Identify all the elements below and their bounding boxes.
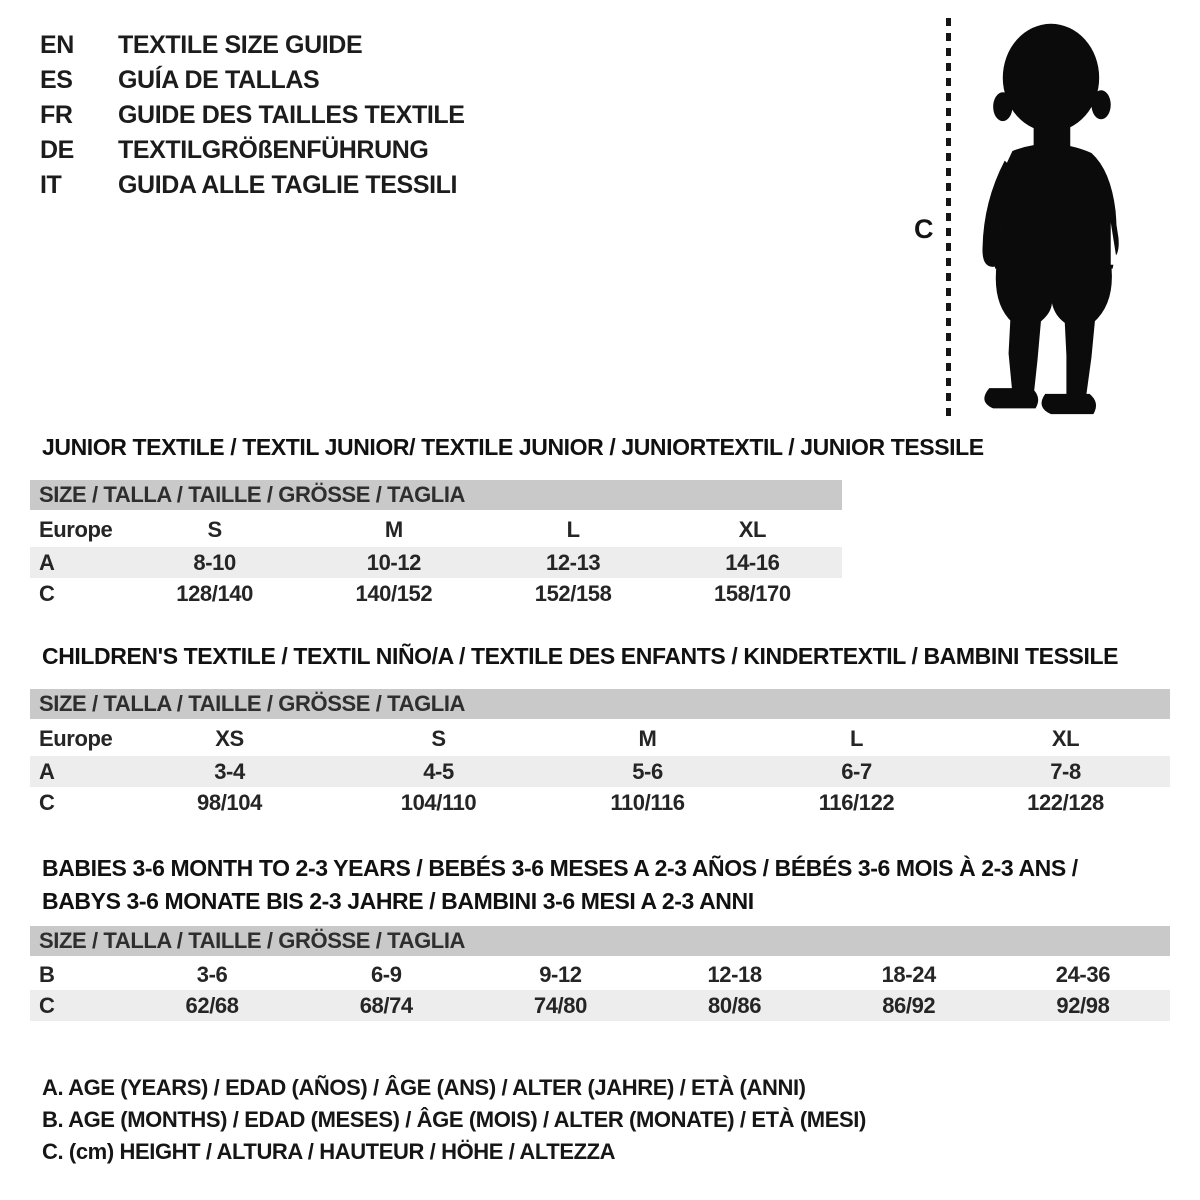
children-size-table	[30, 689, 1170, 818]
cell-value: 7-8	[1050, 758, 1081, 784]
lang-row-fr	[40, 98, 465, 133]
lang-code: DE	[40, 136, 74, 164]
children-section-title: CHILDREN'S TEXTILE / TEXTIL NIÑO/A / TEXTILE DES ENFANTS / KINDERTEXTIL / BAMBINI TESSILE	[42, 643, 1119, 669]
cell-value: 8-10	[193, 549, 236, 575]
cell-value: 128/140	[176, 580, 253, 606]
table-row	[30, 547, 842, 578]
size-header-bar: SIZE / TALLA / TAILLE / GRÖSSE / TAGLIA	[30, 480, 842, 510]
column-header: S	[207, 517, 222, 542]
cell-value: 14-16	[725, 549, 780, 575]
column-header: S	[431, 726, 446, 751]
row-label: C	[39, 789, 55, 815]
measurement-legend	[42, 1072, 866, 1168]
lang-label: TEXTILGRÖßENFÜHRUNG	[118, 136, 429, 164]
cell-value: 12-13	[545, 549, 601, 575]
cell-value: 10-12	[366, 549, 422, 575]
region-label: Europe	[39, 517, 113, 542]
cell-value: 92/98	[1056, 992, 1110, 1018]
column-header: L	[849, 726, 864, 751]
column-header: XS	[215, 726, 244, 751]
cell-value: 24-36	[1055, 961, 1111, 987]
height-measure-label: C	[914, 214, 934, 244]
cell-value: 18-24	[881, 961, 936, 987]
cell-value: 6-9	[370, 961, 402, 987]
babies-section-title-line2: BABYS 3-6 MONATE BIS 2-3 JAHRE / BAMBINI 3-6 MESI A 2-3 ANNI	[42, 888, 754, 914]
row-label: B	[39, 961, 55, 987]
row-label: A	[39, 758, 55, 784]
cell-value: 86/92	[882, 992, 936, 1018]
cell-value: 158/170	[714, 580, 791, 606]
legend-line-c: C. (cm) HEIGHT / ALTURA / HAUTEUR / HÖHE / ALTEZZA	[42, 1139, 616, 1164]
row-label: A	[39, 549, 55, 575]
ear-left-icon	[993, 92, 1012, 121]
column-header: L	[566, 517, 580, 542]
junior-section-title: JUNIOR TEXTILE / TEXTIL JUNIOR/ TEXTILE JUNIOR / JUNIORTEXTIL / JUNIOR TESSILE	[42, 434, 984, 460]
cell-value: 98/104	[197, 789, 262, 815]
legend-line-b: B. AGE (MONTHS) / EDAD (MESES) / ÂGE (MOIS) / ALTER (MONATE) / ETÀ (MESI)	[42, 1107, 866, 1132]
lang-code: ES	[40, 66, 73, 94]
lang-row-es	[40, 63, 465, 98]
cell-value: 3-4	[214, 758, 245, 784]
lang-code: FR	[40, 101, 73, 129]
lang-code: EN	[40, 31, 74, 59]
cell-value: 3-6	[196, 961, 228, 987]
cell-value: 12-18	[707, 961, 762, 987]
row-label: C	[39, 992, 55, 1018]
cell-value: 4-5	[423, 758, 454, 784]
column-header: M	[384, 517, 403, 542]
column-header: XL	[738, 517, 767, 542]
size-header-bar: SIZE / TALLA / TAILLE / GRÖSSE / TAGLIA	[30, 689, 1170, 719]
cell-value: 104/110	[400, 789, 477, 815]
lang-label: GUIDE DES TAILLES TEXTILE	[118, 101, 465, 129]
lang-row-de	[40, 133, 465, 168]
row-label: C	[39, 580, 55, 606]
cell-value: 110/116	[610, 789, 685, 815]
lang-row-en	[40, 28, 465, 63]
cell-value: 152/158	[534, 580, 612, 606]
table-row	[30, 578, 842, 609]
ear-right-icon	[1091, 90, 1110, 119]
cell-value: 62/68	[185, 992, 239, 1018]
cell-value: 9-12	[539, 961, 582, 987]
column-header: M	[638, 726, 657, 751]
lang-label: TEXTILE SIZE GUIDE	[118, 31, 363, 59]
babies-size-table	[30, 926, 1170, 1021]
cell-value: 122/128	[1027, 789, 1104, 815]
toddler-silhouette	[963, 18, 1138, 418]
table-header-row	[30, 722, 1170, 756]
cell-value: 140/152	[355, 580, 433, 606]
height-measure-dashed-line	[946, 18, 951, 416]
column-header: XL	[1051, 726, 1080, 751]
table-row	[30, 787, 1170, 818]
table-header-row	[30, 513, 842, 547]
table-row	[30, 990, 1170, 1021]
cell-value: 80/86	[708, 992, 762, 1018]
table-row	[30, 756, 1170, 787]
lang-row-it	[40, 168, 465, 203]
junior-size-table	[30, 480, 842, 609]
language-title-list	[40, 28, 465, 203]
cell-value: 5-6	[632, 758, 663, 784]
lang-label: GUÍA DE TALLAS	[118, 66, 320, 94]
legend-line-a: A. AGE (YEARS) / EDAD (AÑOS) / ÂGE (ANS) / ALTER (JAHRE) / ETÀ (ANNI)	[42, 1075, 806, 1100]
region-label: Europe	[39, 726, 113, 751]
cell-value: 6-7	[841, 758, 872, 784]
babies-section-title-line1: BABIES 3-6 MONTH TO 2-3 YEARS / BEBÉS 3-6 MESES A 2-3 AÑOS / BÉBÉS 3-6 MOIS À 2-3 ANS /	[42, 855, 1078, 881]
table-row	[30, 959, 1170, 990]
size-header-bar: SIZE / TALLA / TAILLE / GRÖSSE / TAGLIA	[30, 926, 1170, 956]
cell-value: 74/80	[533, 992, 587, 1018]
lang-code: IT	[40, 171, 62, 199]
lang-label: GUIDA ALLE TAGLIE TESSILI	[118, 171, 458, 199]
cell-value: 68/74	[359, 992, 413, 1018]
cell-value: 116/122	[818, 789, 895, 815]
